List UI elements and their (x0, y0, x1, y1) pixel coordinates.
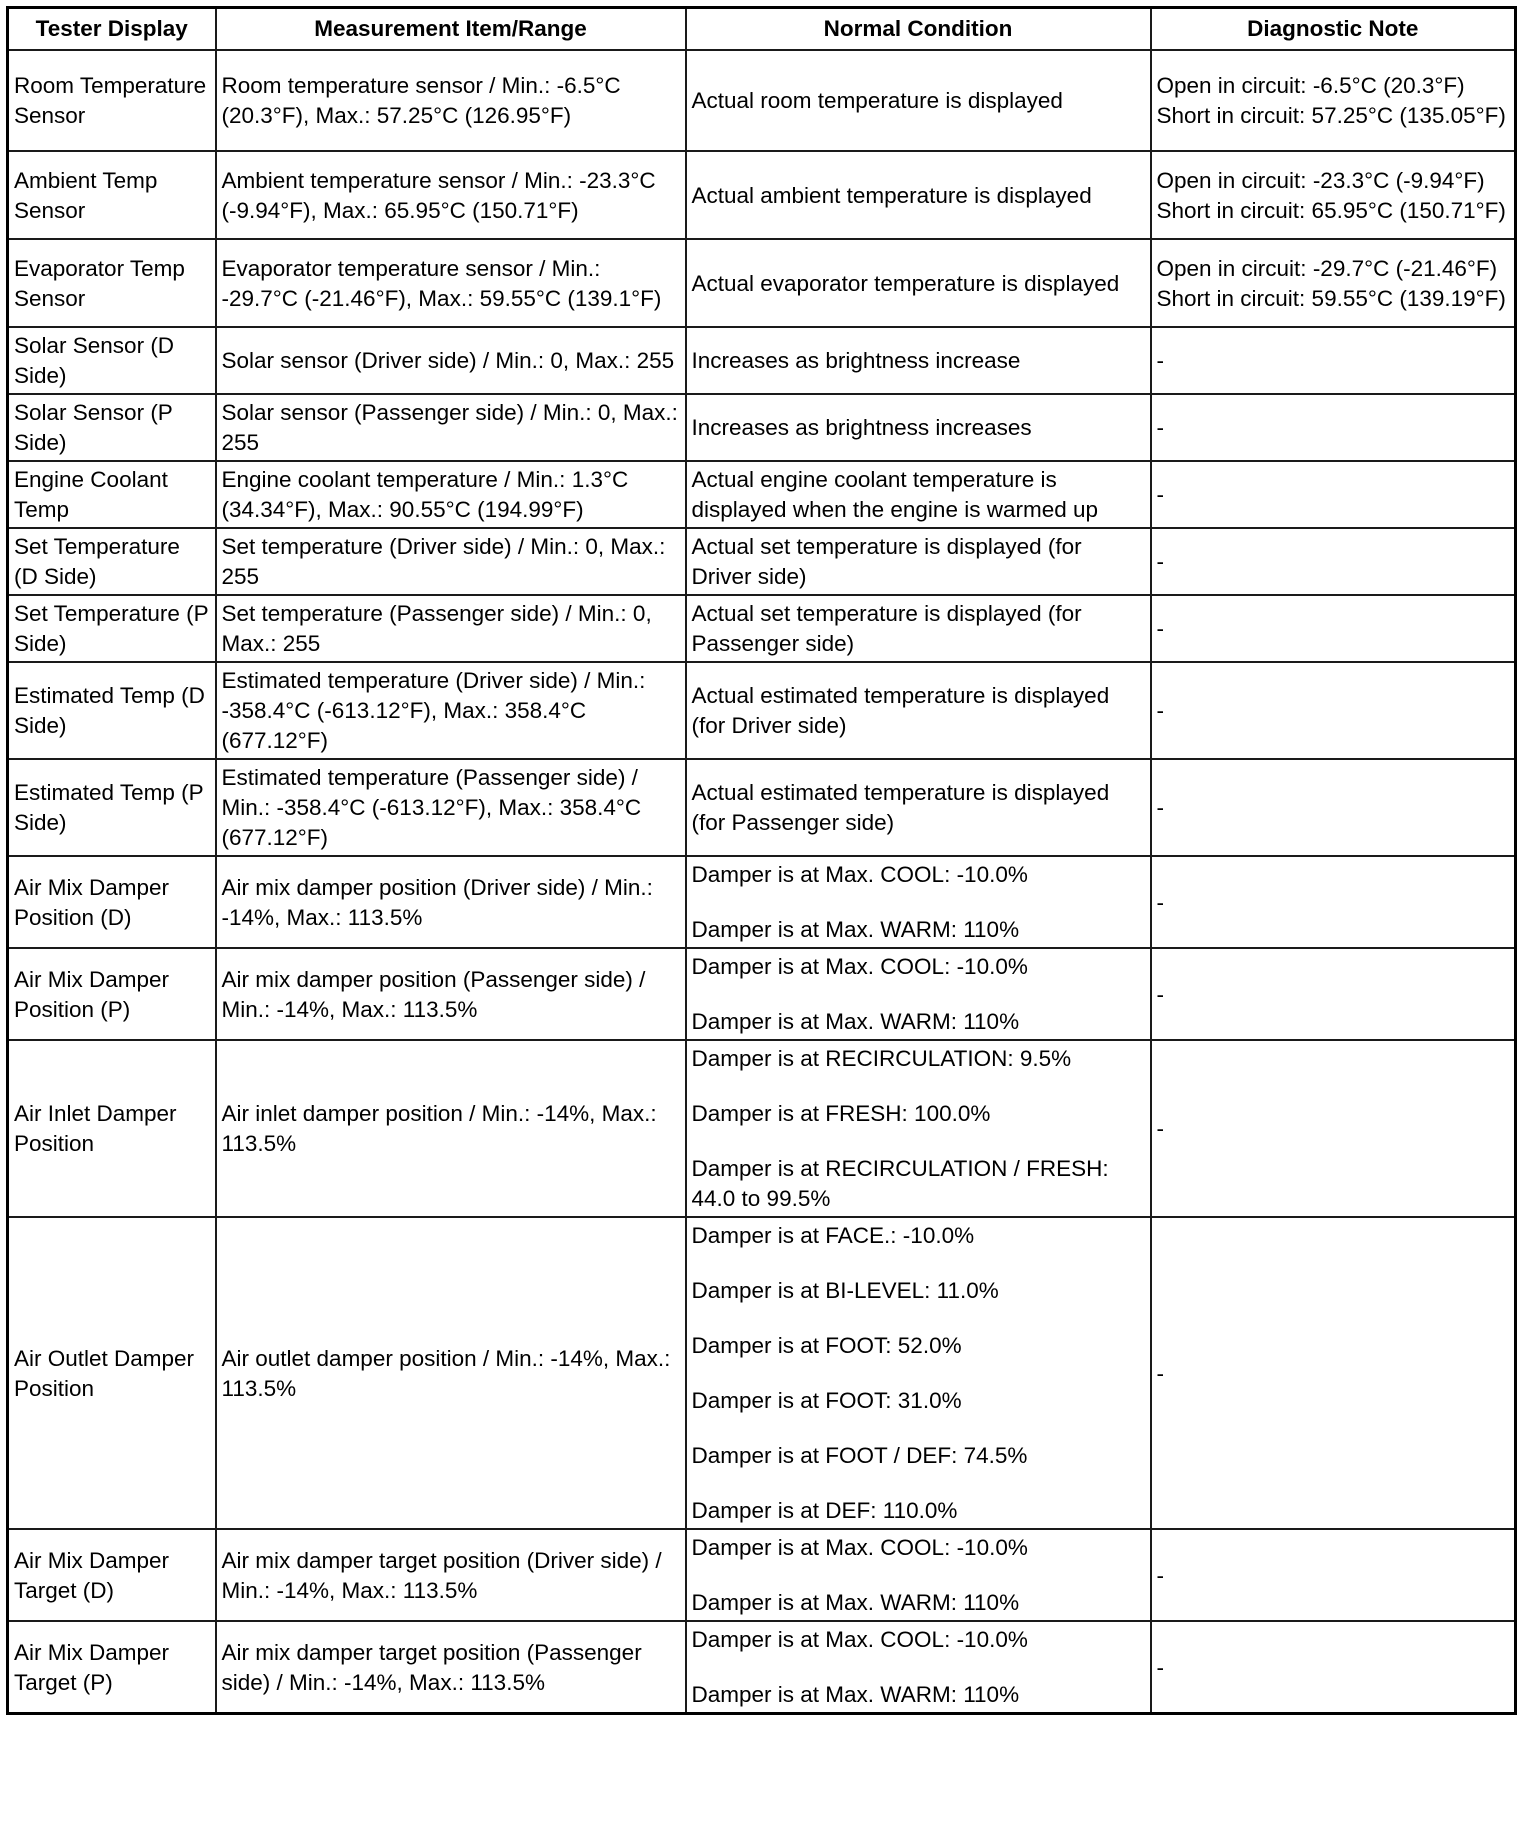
cell-tester-display: Solar Sensor (P Side) (8, 394, 216, 461)
condition-line: Damper is at Max. WARM: 110% (691, 917, 1020, 942)
condition-line: Damper is at Max. WARM: 110% (691, 1682, 1020, 1707)
cell-normal-condition (686, 1040, 1151, 1217)
condition-line: Actual evaporator temperature is displayed (691, 270, 1120, 296)
cell-measurement-item: Air mix damper position (Passenger side) / Min.: -14%, Max.: 113.5% (216, 948, 686, 1040)
cell-diagnostic-note: - (1151, 461, 1516, 528)
table-row (8, 1529, 1516, 1621)
cell-normal-condition (686, 948, 1151, 1040)
header-measurement-item: Measurement Item/Range (216, 8, 686, 51)
cell-normal-condition (686, 50, 1151, 151)
cell-measurement-item: Air outlet damper position / Min.: -14%, Max.: 113.5% (216, 1217, 686, 1529)
cell-measurement-item: Air mix damper target position (Passenger side) / Min.: -14%, Max.: 113.5% (216, 1621, 686, 1714)
table-row (8, 948, 1516, 1040)
cell-diagnostic-note: - (1151, 948, 1516, 1040)
condition-line: Damper is at Max. COOL: -10.0% (691, 1627, 1028, 1652)
cell-tester-display: Estimated Temp (D Side) (8, 662, 216, 759)
condition-line: Damper is at FRESH: 100.0% (691, 1101, 991, 1126)
table-row (8, 595, 1516, 662)
cell-diagnostic-note: - (1151, 1621, 1516, 1714)
cell-tester-display: Air Mix Damper Target (P) (8, 1621, 216, 1714)
cell-tester-display: Set Temperature (D Side) (8, 528, 216, 595)
cell-measurement-item: Estimated temperature (Passenger side) / Min.: -358.4°C (-613.12°F), Max.: 358.4°C (677.12°F) (216, 759, 686, 856)
cell-diagnostic-note: - (1151, 394, 1516, 461)
table-row (8, 327, 1516, 394)
cell-diagnostic-note: - (1151, 595, 1516, 662)
cell-tester-display: Air Mix Damper Target (D) (8, 1529, 216, 1621)
cell-diagnostic-note: - (1151, 662, 1516, 759)
cell-normal-condition (686, 327, 1151, 394)
table-row (8, 759, 1516, 856)
cell-normal-condition (686, 1621, 1151, 1714)
cell-tester-display: Air Outlet Damper Position (8, 1217, 216, 1529)
table-row (8, 528, 1516, 595)
cell-tester-display: Ambient Temp Sensor (8, 151, 216, 239)
cell-tester-display: Engine Coolant Temp (8, 461, 216, 528)
cell-measurement-item: Air mix damper position (Driver side) / Min.: -14%, Max.: 113.5% (216, 856, 686, 948)
cell-measurement-item: Ambient temperature sensor / Min.: -23.3°C (-9.94°F), Max.: 65.95°C (150.71°F) (216, 151, 686, 239)
cell-normal-condition (686, 461, 1151, 528)
cell-normal-condition (686, 1217, 1151, 1529)
condition-line: Damper is at Max. COOL: -10.0% (691, 862, 1028, 887)
condition-line: Damper is at DEF: 110.0% (691, 1498, 958, 1523)
table-row (8, 461, 1516, 528)
condition-line: Damper is at FOOT: 52.0% (691, 1333, 962, 1358)
cell-normal-condition (686, 239, 1151, 327)
cell-measurement-item: Set temperature (Driver side) / Min.: 0, Max.: 255 (216, 528, 686, 595)
cell-normal-condition (686, 856, 1151, 948)
table-row (8, 662, 1516, 759)
table-row (8, 1217, 1516, 1529)
condition-line: Actual set temperature is displayed (for Passenger side) (691, 601, 1082, 656)
diagnostic-table (6, 6, 1517, 1715)
cell-normal-condition (686, 151, 1151, 239)
condition-line: Damper is at Max. COOL: -10.0% (691, 954, 1028, 979)
cell-measurement-item: Air mix damper target position (Driver side) / Min.: -14%, Max.: 113.5% (216, 1529, 686, 1621)
cell-diagnostic-note: - (1151, 856, 1516, 948)
cell-measurement-item: Room temperature sensor / Min.: -6.5°C (20.3°F), Max.: 57.25°C (126.95°F) (216, 50, 686, 151)
table-row (8, 151, 1516, 239)
cell-diagnostic-note: - (1151, 1217, 1516, 1529)
cell-normal-condition (686, 528, 1151, 595)
condition-line: Actual ambient temperature is displayed (691, 182, 1092, 208)
cell-tester-display: Set Temperature (P Side) (8, 595, 216, 662)
header-diagnostic-note: Diagnostic Note (1151, 8, 1516, 51)
condition-line: Damper is at Max. WARM: 110% (691, 1590, 1020, 1615)
cell-measurement-item: Evaporator temperature sensor / Min.: -29.7°C (-21.46°F), Max.: 59.55°C (139.1°F) (216, 239, 686, 327)
cell-measurement-item: Estimated temperature (Driver side) / Min.: -358.4°C (-613.12°F), Max.: 358.4°C (677.12°F) (216, 662, 686, 759)
condition-line: Damper is at RECIRCULATION: 9.5% (691, 1046, 1072, 1071)
cell-normal-condition (686, 595, 1151, 662)
cell-normal-condition (686, 394, 1151, 461)
condition-line: Damper is at BI-LEVEL: 11.0% (691, 1278, 999, 1303)
table-row (8, 1040, 1516, 1217)
condition-line: Damper is at FOOT: 31.0% (691, 1388, 962, 1413)
condition-line: Damper is at Max. COOL: -10.0% (691, 1535, 1028, 1560)
condition-line: Damper is at FOOT / DEF: 74.5% (691, 1443, 1028, 1468)
cell-tester-display: Evaporator Temp Sensor (8, 239, 216, 327)
cell-diagnostic-note: - (1151, 327, 1516, 394)
cell-tester-display: Estimated Temp (P Side) (8, 759, 216, 856)
cell-normal-condition (686, 759, 1151, 856)
table-row (8, 239, 1516, 327)
cell-diagnostic-note: - (1151, 1040, 1516, 1217)
cell-measurement-item: Solar sensor (Passenger side) / Min.: 0, Max.: 255 (216, 394, 686, 461)
cell-normal-condition (686, 1529, 1151, 1621)
cell-tester-display: Air Inlet Damper Position (8, 1040, 216, 1217)
cell-diagnostic-note: Open in circuit: -23.3°C (-9.94°F) Short in circuit: 65.95°C (150.71°F) (1151, 151, 1516, 239)
condition-line: Damper is at RECIRCULATION / FRESH: 44.0 to 99.5% (691, 1156, 1109, 1211)
table-row (8, 50, 1516, 151)
table-body (8, 50, 1516, 1714)
table-header-row (8, 8, 1516, 51)
cell-tester-display: Solar Sensor (D Side) (8, 327, 216, 394)
cell-diagnostic-note: - (1151, 528, 1516, 595)
diagnostic-table-container (6, 6, 1514, 1715)
cell-normal-condition (686, 662, 1151, 759)
header-normal-condition: Normal Condition (686, 8, 1151, 51)
cell-tester-display: Room Temperature Sensor (8, 50, 216, 151)
header-tester-display: Tester Display (8, 8, 216, 51)
condition-line: Actual engine coolant temperature is displayed when the engine is warmed up (691, 467, 1099, 522)
cell-measurement-item: Air inlet damper position / Min.: -14%, Max.: 113.5% (216, 1040, 686, 1217)
condition-line: Damper is at Max. WARM: 110% (691, 1009, 1020, 1034)
cell-diagnostic-note: - (1151, 759, 1516, 856)
condition-line: Actual estimated temperature is displayed (for Passenger side) (691, 780, 1110, 835)
condition-line: Increases as brightness increase (691, 348, 1021, 373)
condition-line: Actual set temperature is displayed (for Driver side) (691, 534, 1082, 589)
table-row (8, 394, 1516, 461)
condition-line: Damper is at FACE.: -10.0% (691, 1223, 975, 1248)
condition-line: Increases as brightness increases (691, 415, 1032, 440)
cell-diagnostic-note: Open in circuit: -29.7°C (-21.46°F) Short in circuit: 59.55°C (139.19°F) (1151, 239, 1516, 327)
cell-tester-display: Air Mix Damper Position (P) (8, 948, 216, 1040)
cell-measurement-item: Set temperature (Passenger side) / Min.: 0, Max.: 255 (216, 595, 686, 662)
cell-tester-display: Air Mix Damper Position (D) (8, 856, 216, 948)
condition-line: Actual room temperature is displayed (691, 88, 1063, 113)
cell-diagnostic-note: Open in circuit: -6.5°C (20.3°F) Short in circuit: 57.25°C (135.05°F) (1151, 50, 1516, 151)
table-row (8, 856, 1516, 948)
table-row (8, 1621, 1516, 1714)
condition-line: Actual estimated temperature is displayed (for Driver side) (691, 683, 1110, 738)
cell-diagnostic-note: - (1151, 1529, 1516, 1621)
cell-measurement-item: Engine coolant temperature / Min.: 1.3°C (34.34°F), Max.: 90.55°C (194.99°F) (216, 461, 686, 528)
cell-measurement-item: Solar sensor (Driver side) / Min.: 0, Max.: 255 (216, 327, 686, 394)
